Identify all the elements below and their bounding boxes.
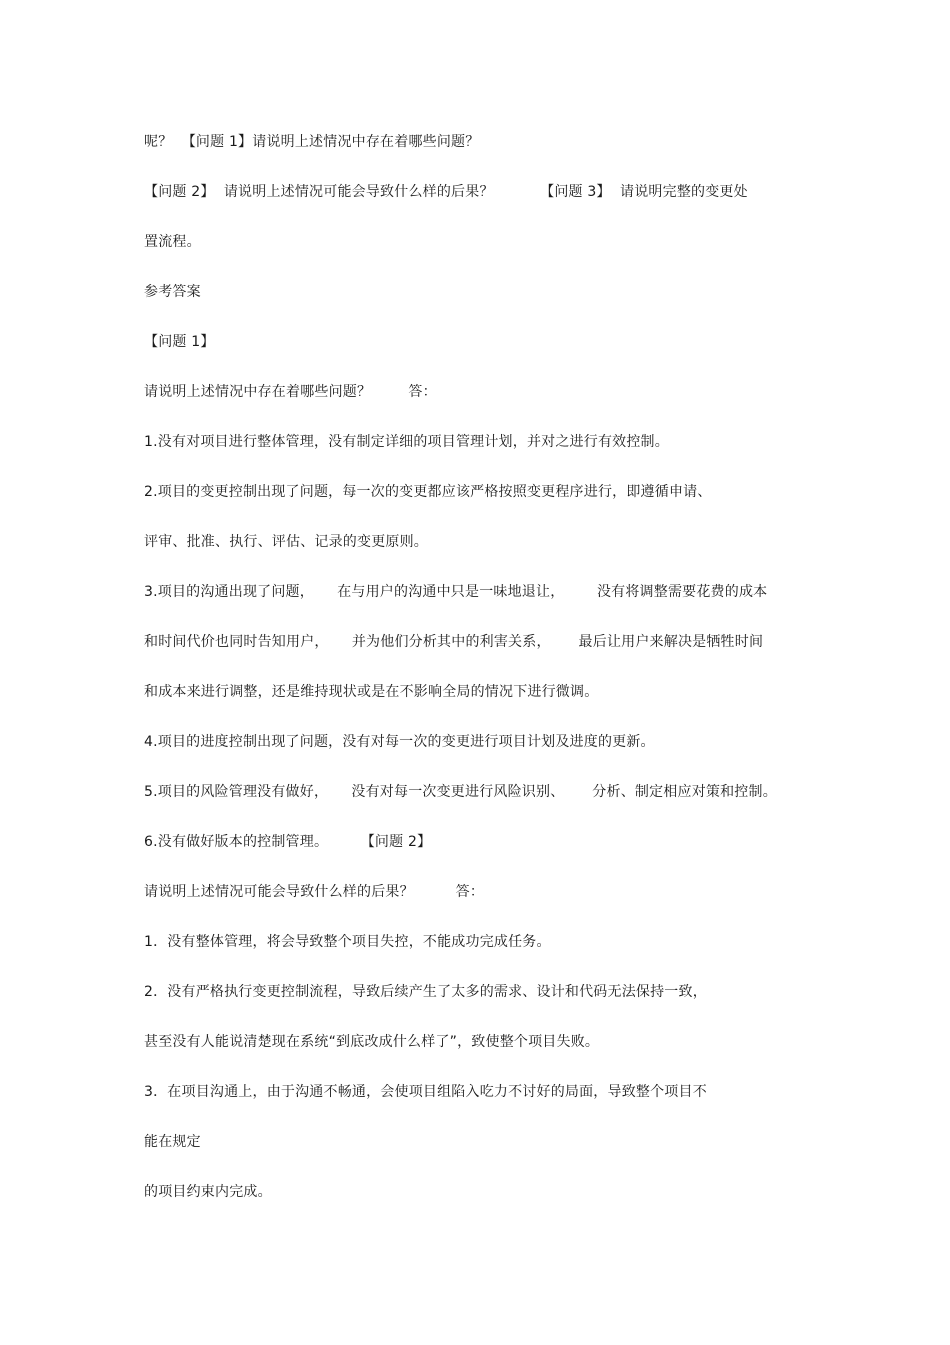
- text-line: 【问题 2】 请说明上述情况可能会导致什么样的后果？ 【问题 3】 请说明完整的变更处: [144, 184, 748, 200]
- text-line: 呢？ 【问题 1】请说明上述情况中存在着哪些问题？: [144, 134, 480, 150]
- answer-item: 1．没有整体管理，将会导致整个项目失控，不能成功完成任务。: [144, 934, 551, 950]
- answer-item: 5.项目的风险管理没有做好， 没有对每一次变更进行风险识别、 分析、制定相应对策和控制。: [144, 784, 777, 800]
- text-line: 能在规定: [144, 1134, 201, 1150]
- text-line: 的项目约束内完成。: [144, 1184, 272, 1200]
- text-line: 和时间代价也同时告知用户， 并为他们分析其中的利害关系， 最后让用户来解决是牺牲时间: [144, 634, 764, 650]
- text-line: 置流程。: [144, 234, 201, 250]
- text-line: 请说明上述情况可能会导致什么样的后果？ 答：: [144, 884, 485, 900]
- answer-item: 4.项目的进度控制出现了问题，没有对每一次的变更进行项目计划及进度的更新。: [144, 734, 655, 750]
- answer-item: 3．在项目沟通上，由于沟通不畅通，会使项目组陷入吃力不讨好的局面，导致整个项目不: [144, 1084, 707, 1100]
- question-label: 【问题 1】: [144, 334, 215, 350]
- text-line: 评审、批准、执行、评估、记录的变更原则。: [144, 534, 428, 550]
- text-line: 甚至没有人能说清楚现在系统“到底改成什么样了”，致使整个项目失败。: [144, 1034, 600, 1050]
- answer-item: 2．没有严格执行变更控制流程，导致后续产生了太多的需求、设计和代码无法保持一致，: [144, 984, 707, 1000]
- answer-item: 6.没有做好版本的控制管理。 【问题 2】: [144, 834, 432, 850]
- text-line: 和成本来进行调整，还是维持现状或是在不影响全局的情况下进行微调。: [144, 684, 599, 700]
- answer-item: 2.项目的变更控制出现了问题，每一次的变更都应该严格按照变更程序进行，即遵循申请、: [144, 484, 712, 500]
- answer-item: 1.没有对项目进行整体管理，没有制定详细的项目管理计划，并对之进行有效控制。: [144, 434, 669, 450]
- section-heading: 参考答案: [144, 284, 201, 300]
- answer-item: 3.项目的沟通出现了问题， 在与用户的沟通中只是一味地退让， 没有将调整需要花费的成本: [144, 584, 768, 600]
- text-line: 请说明上述情况中存在着哪些问题？ 答：: [144, 384, 437, 400]
